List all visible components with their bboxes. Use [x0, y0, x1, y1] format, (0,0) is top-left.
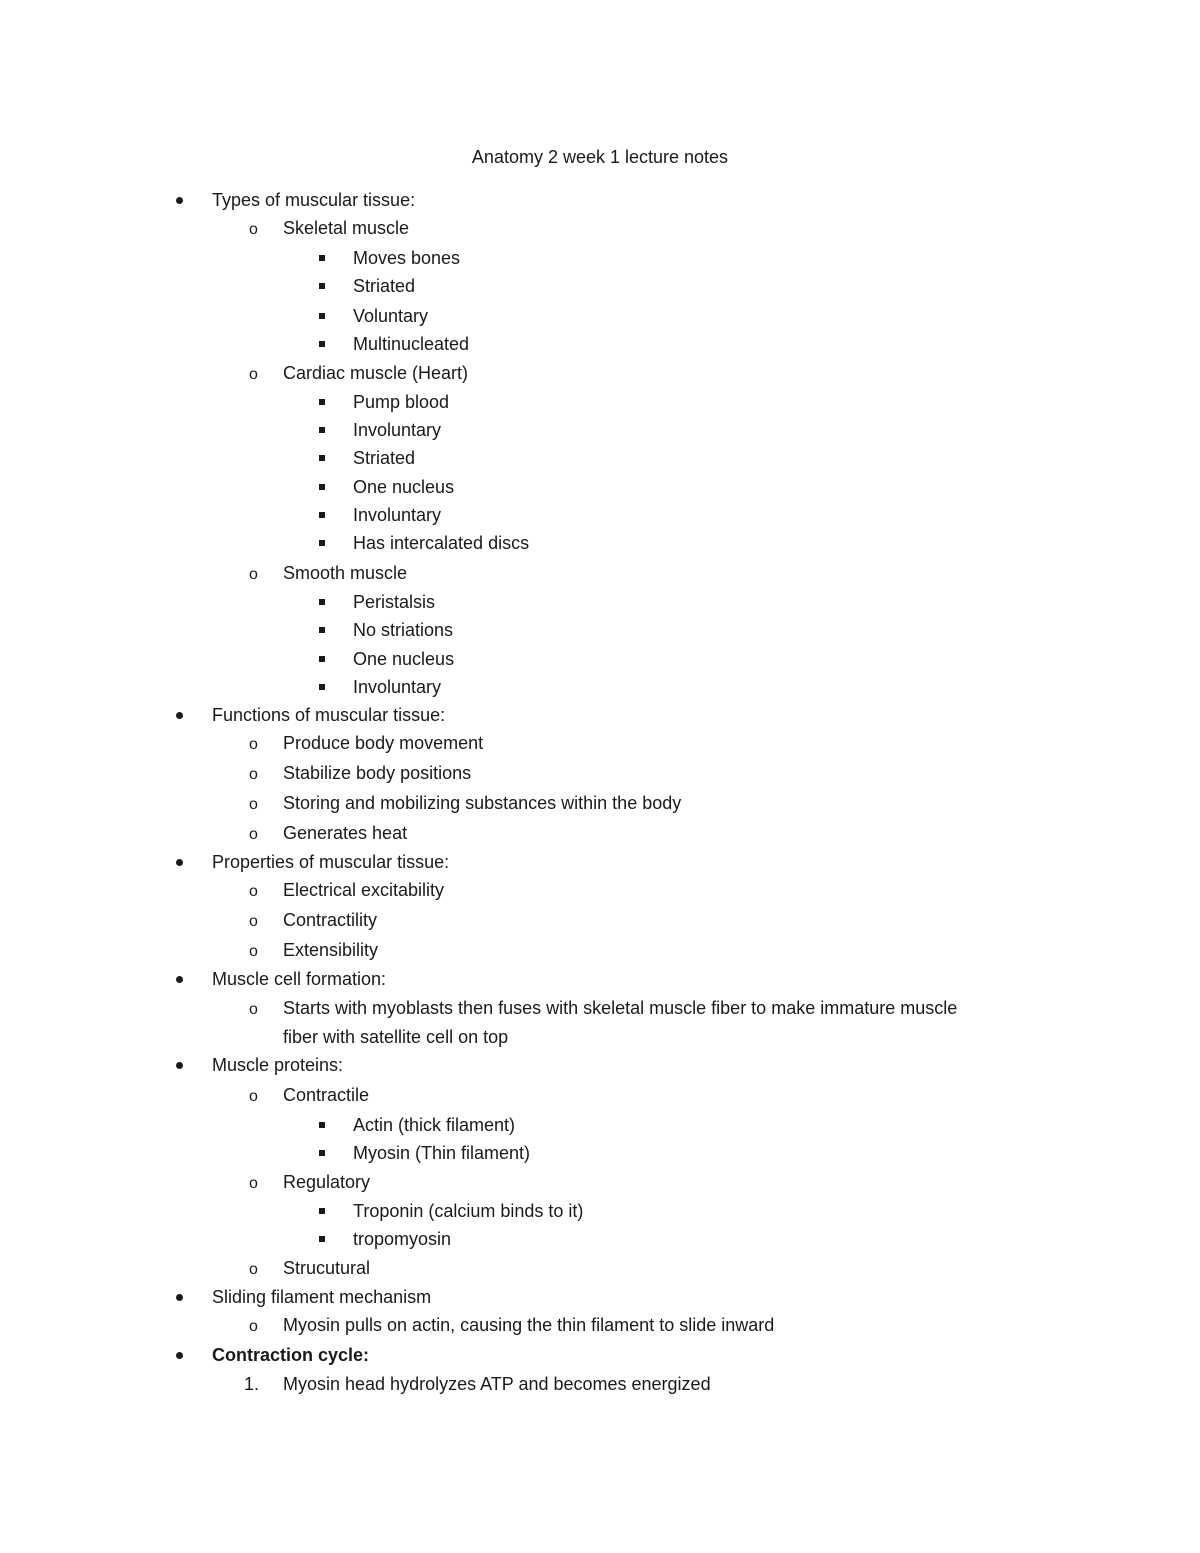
circle-bullet-marker: o	[249, 1088, 258, 1105]
square-bullet-marker	[319, 399, 325, 405]
bullet-marker	[176, 1294, 183, 1301]
bullet-marker	[176, 1062, 183, 1069]
circle-bullet-marker: o	[249, 826, 258, 843]
circle-bullet-marker: o	[249, 566, 258, 583]
square-bullet-marker	[319, 1236, 325, 1242]
circle-bullet-marker: o	[249, 883, 258, 900]
list-item: Contraction cycle:	[212, 1345, 370, 1365]
numbered-marker: 1.	[244, 1374, 260, 1394]
list-item: Involuntary	[353, 677, 442, 697]
circle-bullet-marker: o	[249, 366, 258, 383]
list-item: Strucutural	[283, 1258, 371, 1278]
circle-bullet-marker: o	[249, 1261, 258, 1278]
list-item: Smooth muscle	[283, 563, 408, 583]
circle-bullet-marker: o	[249, 796, 258, 813]
square-bullet-marker	[319, 484, 325, 490]
list-item: Has intercalated discs	[353, 533, 530, 553]
list-item: Peristalsis	[353, 592, 436, 612]
list-item: Functions of muscular tissue:	[212, 705, 446, 725]
square-bullet-marker	[319, 656, 325, 662]
list-item: Involuntary	[353, 505, 442, 525]
bullet-marker	[176, 712, 183, 719]
list-item: Cardiac muscle (Heart)	[283, 363, 469, 383]
list-item: Generates heat	[283, 823, 408, 843]
list-item: tropomyosin	[353, 1229, 452, 1249]
list-item: Skeletal muscle	[283, 218, 410, 238]
square-bullet-marker	[319, 1208, 325, 1214]
list-item: Actin (thick filament)	[353, 1115, 516, 1135]
list-item: Contractile	[283, 1085, 370, 1105]
bullet-marker	[176, 976, 183, 983]
list-item: Contractility	[283, 910, 378, 930]
square-bullet-marker	[319, 627, 325, 633]
square-bullet-marker	[319, 341, 325, 347]
square-bullet-marker	[319, 1150, 325, 1156]
circle-bullet-marker: o	[249, 1318, 258, 1335]
list-item: Electrical excitability	[283, 880, 445, 900]
list-item: Multinucleated	[353, 334, 470, 354]
list-item: Striated	[353, 448, 416, 468]
list-item: Muscle cell formation:	[212, 969, 387, 989]
list-item: Extensibility	[283, 940, 379, 960]
square-bullet-marker	[319, 512, 325, 518]
list-item: Involuntary	[353, 420, 442, 440]
list-item: Starts with myoblasts then fuses with skeletal muscle fiber to make immature muscle	[283, 998, 958, 1018]
list-item: Moves bones	[353, 248, 461, 268]
circle-bullet-marker: o	[249, 766, 258, 783]
square-bullet-marker	[319, 313, 325, 319]
circle-bullet-marker: o	[249, 1175, 258, 1192]
square-bullet-marker	[319, 684, 325, 690]
square-bullet-marker	[319, 255, 325, 261]
square-bullet-marker	[319, 540, 325, 546]
circle-bullet-marker: o	[249, 736, 258, 753]
list-item: Properties of muscular tissue:	[212, 852, 450, 872]
list-item: One nucleus	[353, 477, 455, 497]
list-item: fiber with satellite cell on top	[283, 1027, 509, 1047]
circle-bullet-marker: o	[249, 943, 258, 960]
list-item: Produce body movement	[283, 733, 484, 753]
square-bullet-marker	[319, 427, 325, 433]
square-bullet-marker	[319, 599, 325, 605]
list-item: Sliding filament mechanism	[212, 1287, 432, 1307]
list-item: Striated	[353, 276, 416, 296]
list-item: Muscle proteins:	[212, 1055, 344, 1075]
list-item: Regulatory	[283, 1172, 371, 1192]
page-title: Anatomy 2 week 1 lecture notes	[471, 147, 729, 167]
list-item: No striations	[353, 620, 454, 640]
bullet-marker	[176, 1352, 183, 1359]
list-item: Stabilize body positions	[283, 763, 472, 783]
bullet-marker	[176, 197, 183, 204]
square-bullet-marker	[319, 283, 325, 289]
square-bullet-marker	[319, 1122, 325, 1128]
list-item: Storing and mobilizing substances within the body	[283, 793, 682, 813]
list-item: Myosin head hydrolyzes ATP and becomes energized	[283, 1374, 711, 1394]
circle-bullet-marker: o	[249, 913, 258, 930]
list-item: Voluntary	[353, 306, 429, 326]
circle-bullet-marker: o	[249, 221, 258, 238]
square-bullet-marker	[319, 455, 325, 461]
list-item: One nucleus	[353, 649, 455, 669]
list-item: Troponin (calcium binds to it)	[353, 1201, 584, 1221]
list-item: Myosin (Thin filament)	[353, 1143, 531, 1163]
circle-bullet-marker: o	[249, 1001, 258, 1018]
bullet-marker	[176, 859, 183, 866]
list-item: Myosin pulls on actin, causing the thin filament to slide inward	[283, 1315, 775, 1335]
list-item: Types of muscular tissue:	[212, 190, 416, 210]
list-item: Pump blood	[353, 392, 450, 412]
